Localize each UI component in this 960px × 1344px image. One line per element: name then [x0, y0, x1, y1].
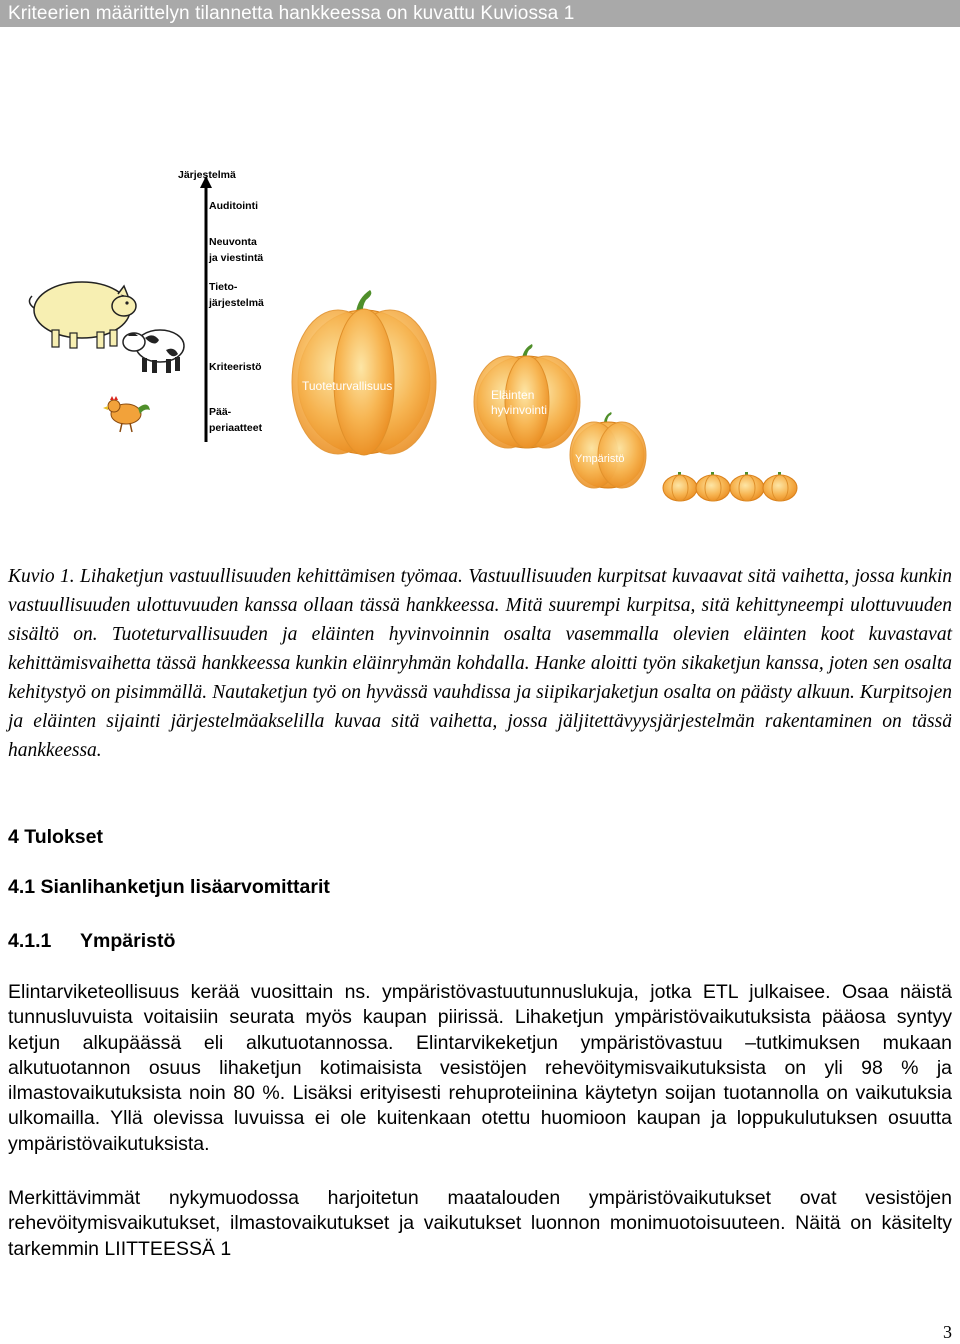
- chicken-icon: [103, 396, 150, 432]
- pumpkin-label-ymparisto: Ympäristö: [575, 453, 625, 465]
- axis-label-neuvonta: Neuvonta ja viestintä: [209, 236, 264, 264]
- tiny-pumpkin-4: [763, 472, 797, 501]
- cow-icon: [123, 330, 184, 373]
- development-figure: [0, 150, 960, 550]
- axis-label-kriteeristo: Kriteeristö: [209, 361, 262, 373]
- tiny-pumpkin-3: [730, 472, 764, 501]
- tiny-pumpkin-2: [696, 472, 730, 501]
- pumpkin-elainten-hyvinvointi: [474, 344, 580, 448]
- pumpkin-label-hyvinvointi: hyvinvointi: [491, 403, 548, 417]
- axis-label-jarjestelma: Järjestelmä: [178, 169, 236, 181]
- pumpkin-label-elainten: Eläinten: [491, 388, 535, 402]
- heading-pork-chain-metrics: 4.1 Sianlihanketjun lisäarvomittarit: [8, 876, 330, 898]
- axis-label-tietojarjestelma: Tieto- järjestelmä: [209, 281, 264, 309]
- heading-results: 4 Tulokset: [8, 826, 103, 848]
- page-number: 3: [943, 1322, 952, 1342]
- heading-environment-text: Ympäristö: [80, 930, 176, 952]
- paragraph-environment-2: Merkittävimmät nykymuodossa harjoitetun maatalouden ympäristövaikutukset ovat vesistöjen rehevöitymisvaikutukset, ilmastovaikutukset ja vaikutukset luonnon monimuotoisuuteen. Näitä on käsitelty tarkemmin LIITTEESSÄ 1: [8, 1187, 952, 1260]
- heading-environment-number: 4.1.1: [8, 930, 52, 952]
- pumpkin-tuoteturvallisuus: [292, 290, 436, 455]
- heading-environment: [8, 930, 175, 953]
- tiny-pumpkin-1: [663, 472, 697, 501]
- pig-icon: [29, 282, 136, 348]
- pumpkin-ymparisto: [570, 412, 646, 488]
- paragraph-environment-1: Elintarviketeollisuus kerää vuosittain ns. ympäristövastuutunnuslukuja, jotka ETL julkaisee. Osaa näistä tunnusluvuista voitaisiin seurata myös kaupan piirissä. Lihaketjun ympäristövaikutuksista pääosa syntyy ketjun alkupäässä eli alkutuotannossa. Elintarvikeketjun ympäristövastuu –tutkimuksen mukaan alkutuotannon osuus lihaketjun kotimaisista vesistöjen rehevöitymisvaikutuksista on yli 98 % ja ilmastovaikutuksista noin 80 %. Lisäksi erityisesti rehuproteiinina käytetyn soijan tuotannolla on vaikutuksia ulkomailla. Yllä olevissa luvuissa ei ole kuitenkaan otettu huomioon kaupan ja loppukulutuksen osuutta ympäristövaikutuksista.: [8, 981, 952, 1155]
- page-header-bar: [0, 0, 960, 27]
- page-header-title: Kriteerien määrittelyn tilannetta hankkeessa on kuvattu Kuviossa 1: [8, 3, 575, 24]
- axis-label-paaperiaatteet: Pää- periaatteet: [209, 406, 263, 434]
- axis-label-auditointi: Auditointi: [209, 200, 258, 212]
- figure-caption: Kuvio 1. Lihaketjun vastuullisuuden kehittämisen työmaa. Vastuullisuuden kurpitsat kuvaavat sitä vaihetta, jossa kunkin vastuullisuuden ulottuvuuden kanssa ollaan tässä hankkeessa. Mitä suurempi kurpitsa, sitä kehittyneempi ulottuvuuden sisältö on. Tuoteturvallisuuden ja eläinten hyvinvoinnin osalta vasemmalla olevien eläinten koot kuvastavat kehittämisvaihetta tässä hankkeessa kunkin eläinryhmän kohdalla. Hanke aloitti työn sikaketjun kanssa, joten sen osalta kehitystyö on pisimmällä. Nautaketjun työ on hyvässä vauhdissa ja siipikarjaketjun osalta on päästy alkuun. Kurpitsojen ja eläinten sijainti järjestelmäakselilla kuvaa sitä vaihetta, jossa jäljitettävyysjärjestelmän rakentaminen on tässä hankkeessa.: [8, 566, 952, 761]
- pumpkin-label-tuoteturvallisuus: Tuoteturvallisuus: [302, 379, 393, 393]
